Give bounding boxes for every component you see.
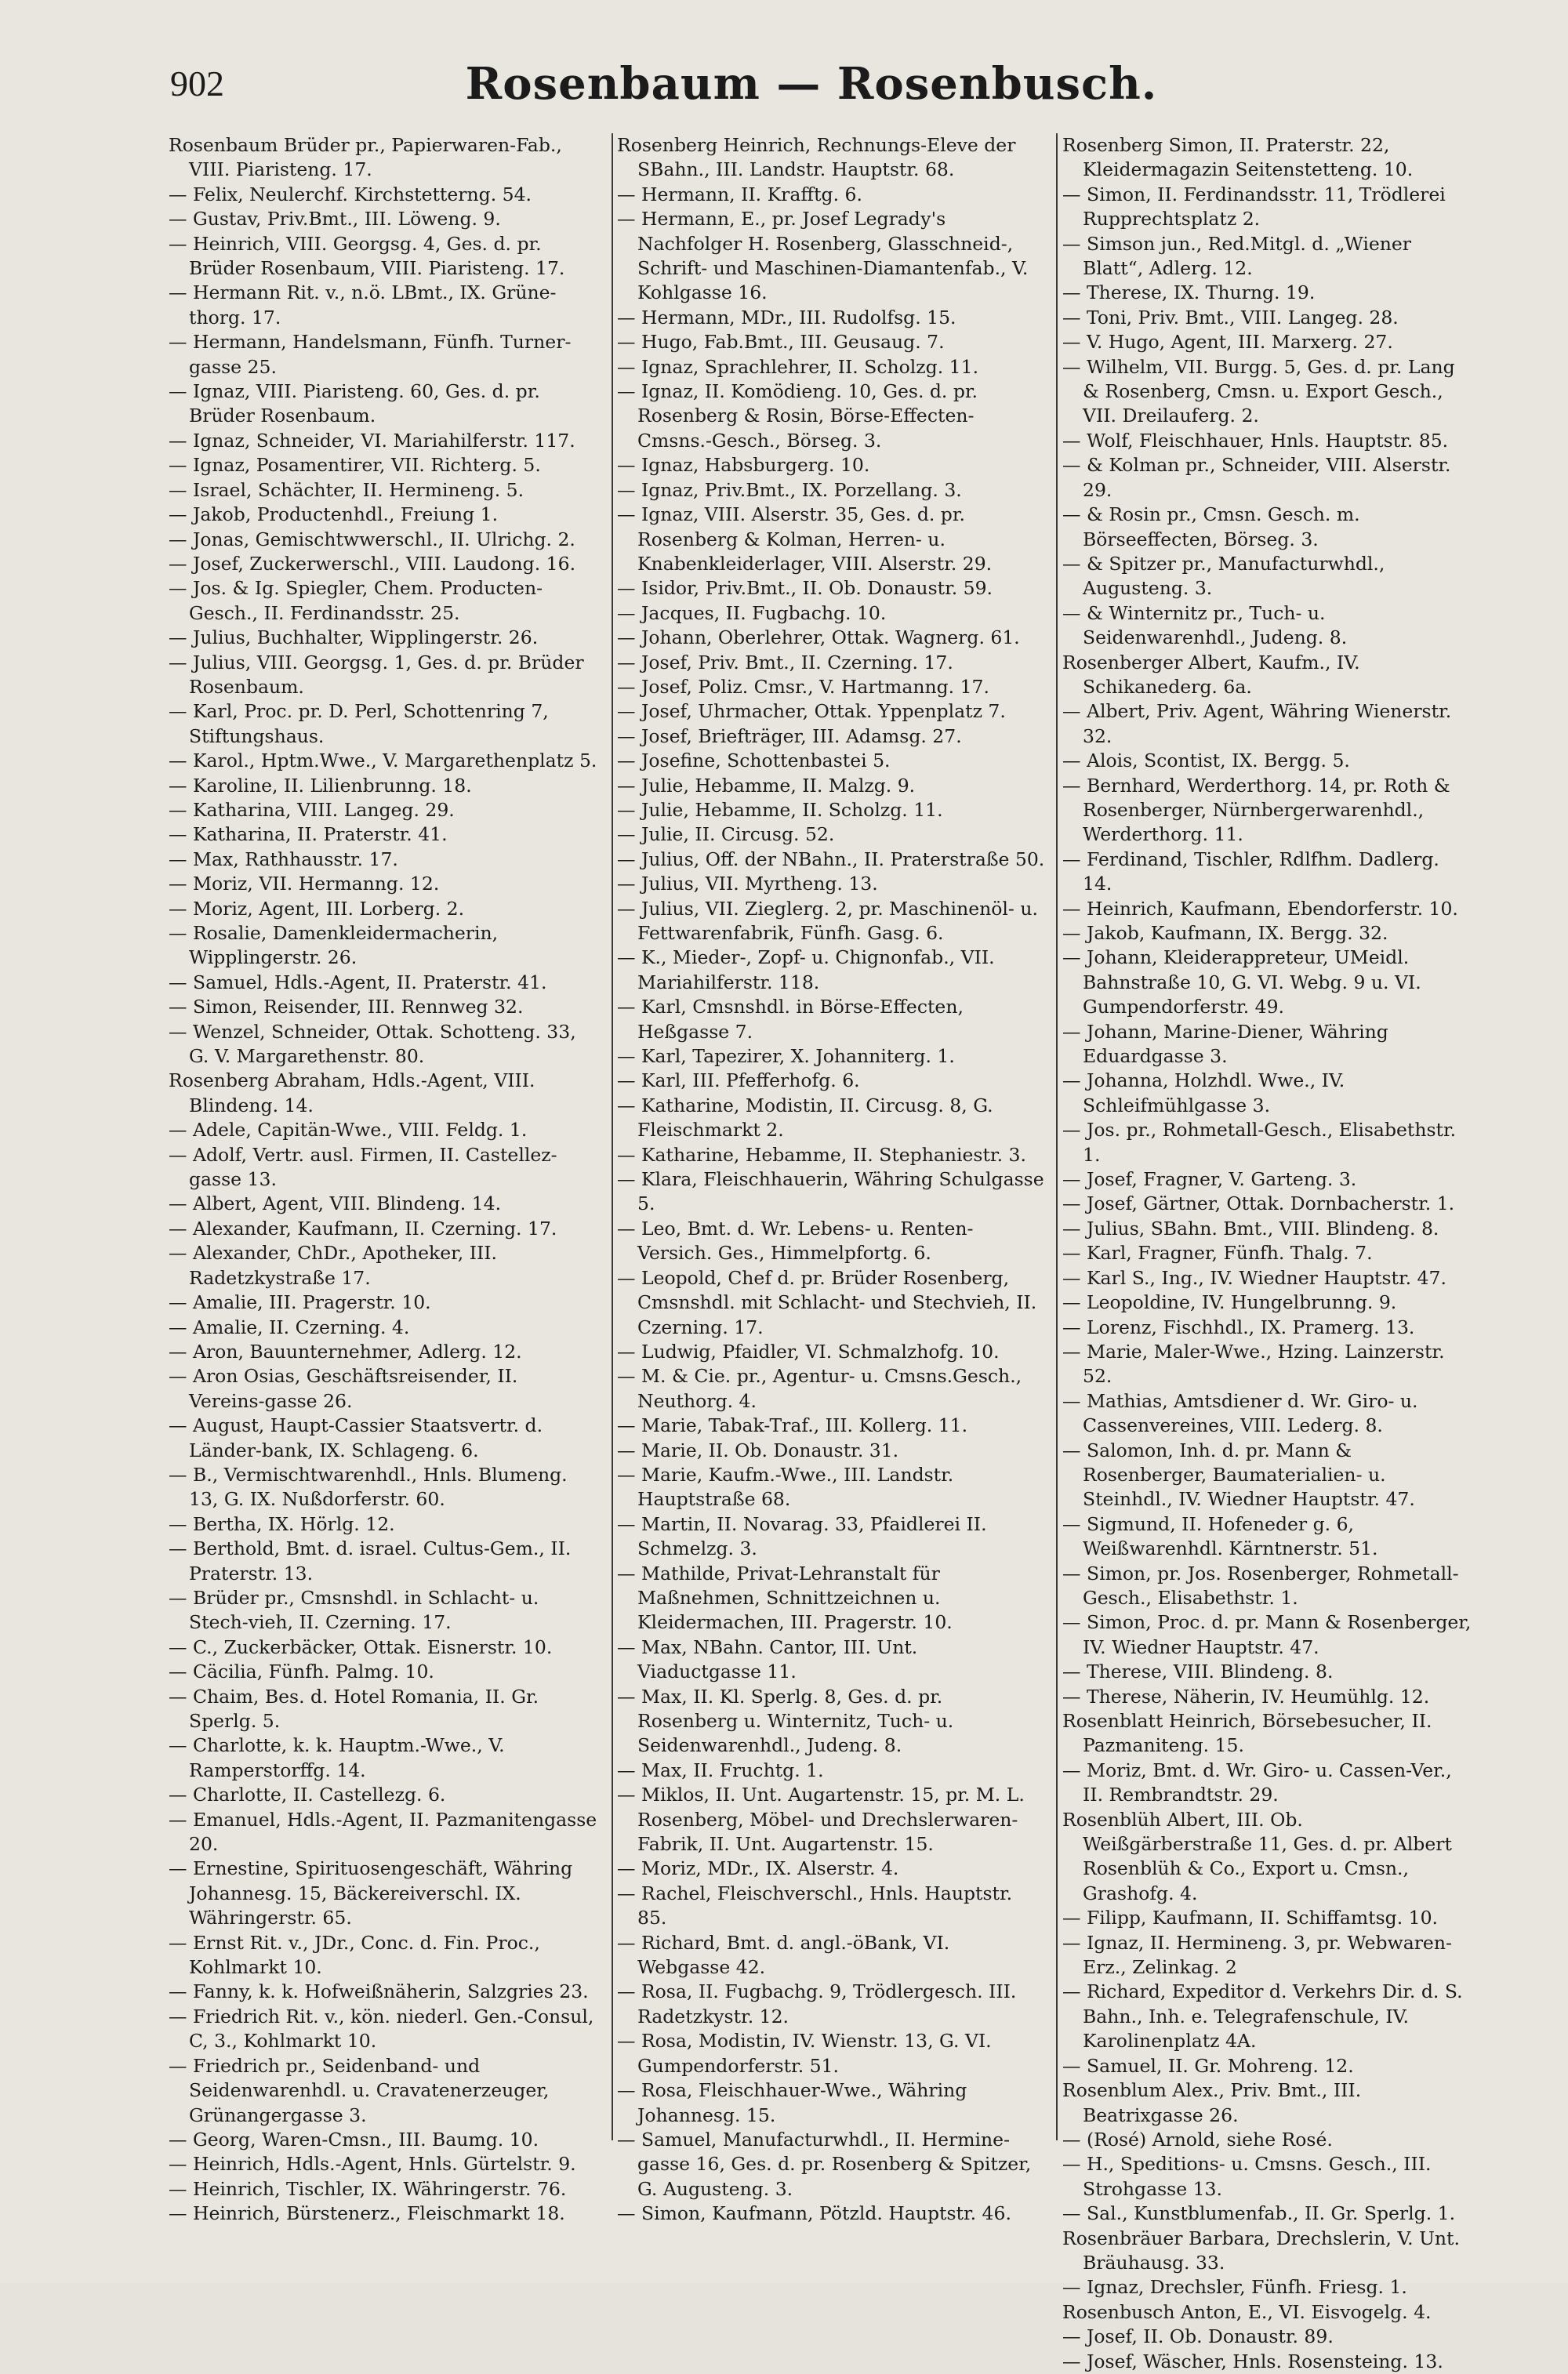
directory-entry: — Ferdinand, Tischler, Rdlfhm. Dadlerg. 14. [1062, 848, 1439, 895]
directory-entry: — Gustav, Priv.Bmt., III. Löweng. 9. [169, 208, 501, 231]
directory-entry: — Julie, II. Circusg. 52. [617, 823, 835, 846]
directory-entry: — Karol., Hptm.Wwe., V. Margarethenplatz 5. [169, 750, 597, 772]
directory-entry: — Therese, VIII. Blindeng. 8. [1062, 1661, 1334, 1683]
directory-entry: — Karoline, II. Lilienbrunng. 18. [169, 774, 472, 797]
directory-entry: — Hermann, II. Krafftg. 6. [617, 183, 862, 205]
directory-entry: — Jakob, Kaufmann, IX. Bergg. 32. [1062, 922, 1388, 944]
directory-entry: — Samuel, Hdls.-Agent, II. Praterstr. 41. [169, 971, 547, 993]
directory-entry: Rosenblum Alex., Priv. Bmt., III. Beatrixgasse 26. [1062, 2079, 1362, 2126]
directory-entry: — Johann, Oberlehrer, Ottak. Wagnerg. 61. [617, 626, 1020, 649]
directory-entry: — Moriz, MDr., IX. Alserstr. 4. [617, 1857, 899, 1880]
directory-entry: — Marie, II. Ob. Donaustr. 31. [617, 1439, 899, 1461]
directory-entry: — Filipp, Kaufmann, II. Schiffamtsg. 10. [1062, 1907, 1439, 1929]
directory-entry: — Jonas, Gemischtwwerschl., II. Ulrichg. 2. [169, 528, 575, 550]
directory-entry: — Aron, Bauunternehmer, Adlerg. 12. [169, 1340, 522, 1363]
directory-entry: Rosenbräuer Barbara, Drechslerin, V. Unt. Bräuhausg. 33. [1062, 2227, 1460, 2274]
directory-entry: — Albert, Agent, VIII. Blindeng. 14. [169, 1192, 502, 1215]
directory-entry: — Felix, Neulerchf. Kirchstetterng. 54. [169, 183, 532, 205]
directory-entry: — Leopold, Chef d. pr. Brüder Rosenberg, Cmsnshdl. mit Schlacht- und Stechvieh, II. Czerning. 17. [617, 1266, 1037, 1338]
directory-entry: — Adele, Capitän-Wwe., VIII. Feldg. 1. [169, 1119, 528, 1142]
directory-entry: — Julius, SBahn. Bmt., VIII. Blindeng. 8. [1062, 1217, 1439, 1240]
directory-entry: — Julius, VII. Zieglerg. 2, pr. Maschinenöl- u. Fettwarenfabrik, Fünfh. Gasg. 6. [617, 897, 1038, 944]
directory-entry: — Adolf, Vertr. ausl. Firmen, II. Castellez-gasse 13. [169, 1143, 557, 1191]
directory-entry: Rosenblatt Heinrich, Börsebesucher, II. Pazmaniteng. 15. [1062, 1710, 1432, 1757]
directory-entry: — & Kolman pr., Schneider, VIII. Alserstr. 29. [1062, 454, 1451, 501]
directory-entry: — Julie, Hebamme, II. Malzg. 9. [617, 774, 916, 797]
directory-entry: — Fanny, k. k. Hofweißnäherin, Salzgries 23. [169, 1980, 589, 2003]
directory-entry: — Heinrich, VIII. Georgsg. 4, Ges. d. pr. Brüder Rosenbaum, VIII. Piaristeng. 17. [169, 232, 565, 280]
directory-entry: — Emanuel, Hdls.-Agent, II. Pazmanitengasse 20. [169, 1808, 597, 1856]
directory-entry: — Toni, Priv. Bmt., VIII. Langeg. 28. [1062, 306, 1399, 329]
directory-entry: — Katharina, VIII. Langeg. 29. [169, 798, 455, 821]
directory-entry: — Ignaz, Drechsler, Fünfh. Friesg. 1. [1062, 2276, 1407, 2299]
directory-entry: — Aron Osias, Geschäftsreisender, II. Vereins-gasse 26. [169, 1365, 518, 1412]
directory-entry: — Heinrich, Kaufmann, Ebendorferstr. 10. [1062, 897, 1458, 920]
directory-entry: — Alois, Scontist, IX. Bergg. 5. [1062, 750, 1350, 772]
directory-entry: — Ignaz, Schneider, VI. Mariahilferstr. 117. [169, 429, 575, 452]
directory-entry: — Julius, VII. Myrtheng. 13. [617, 873, 878, 895]
directory-entry: — Chaim, Bes. d. Hotel Romania, II. Gr. Sperlg. 5. [169, 1685, 539, 1732]
directory-entry: — Heinrich, Bürstenerz., Fleischmarkt 18. [169, 2202, 565, 2225]
directory-entry: — Charlotte, II. Castellezg. 6. [169, 1784, 446, 1806]
directory-entry: — Sigmund, II. Hofeneder g. 6, Weißwarenhdl. Kärntnerstr. 51. [1062, 1512, 1378, 1560]
directory-entry: — Moriz, VII. Hermanng. 12. [169, 873, 440, 895]
directory-columns [169, 133, 1472, 2372]
directory-entry: — Israel, Schächter, II. Hermineng. 5. [169, 478, 524, 501]
directory-entry: — Josefine, Schottenbastei 5. [617, 750, 891, 772]
directory-entry: — Ignaz, Sprachlehrer, II. Scholzg. 11. [617, 355, 979, 378]
directory-entry: — Johann, Marine-Diener, Währing Eduardgasse 3. [1062, 1020, 1388, 1068]
directory-entry: — Leopoldine, IV. Hungelbrunng. 9. [1062, 1291, 1397, 1314]
directory-entry: — K., Mieder-, Zopf- u. Chignonfab., VII. Mariahilferstr. 118. [617, 946, 995, 993]
directory-entry: — Richard, Bmt. d. angl.-öBank, VI. Webgasse 42. [617, 1931, 950, 1979]
directory-entry: — & Rosin pr., Cmsn. Gesch. m. Börseeffecten, Börseg. 3. [1062, 503, 1360, 550]
directory-entry: — Rachel, Fleischverschl., Hnls. Hauptstr. 85. [617, 1882, 1013, 1929]
directory-entry: — Josef, Zuckerwerschl., VIII. Laudong. 16. [169, 552, 576, 575]
directory-entry: — Ignaz, Posamentirer, VII. Richterg. 5. [169, 454, 541, 477]
directory-entry: — Jacques, II. Fugbachg. 10. [617, 601, 887, 624]
directory-entry: — Amalie, III. Pragerstr. 10. [169, 1291, 431, 1314]
directory-entry: — Moriz, Agent, III. Lorberg. 2. [169, 897, 465, 920]
directory-entry: — Rosalie, Damenkleidermacherin, Wipplingerstr. 26. [169, 922, 499, 969]
directory-entry: Rosenberg Simon, II. Praterstr. 22, Kleidermagazin Seitenstetteng. 10. [1062, 134, 1414, 181]
directory-entry: — Mathias, Amtsdiener d. Wr. Giro- u. Cassenvereines, VIII. Lederg. 8. [1062, 1389, 1418, 1437]
directory-entry: — Friedrich Rit. v., kön. niederl. Gen.-Consul, C, 3., Kohlmarkt 10. [169, 2005, 594, 2053]
directory-entry: — V. Hugo, Agent, III. Marxerg. 27. [1062, 331, 1393, 354]
directory-entry: — B., Vermischtwarenhdl., Hnls. Blumeng. 13, G. IX. Nußdorferstr. 60. [169, 1463, 568, 1511]
directory-entry: — Bernhard, Werderthorg. 14, pr. Roth & Rosenberger, Nürnbergerwarenhdl., Werderthorg. 11. [1062, 774, 1450, 846]
directory-entry: — Simon, Kaufmann, Pötzld. Hauptstr. 46. [617, 2202, 1011, 2225]
directory-entry: — Julius, Buchhalter, Wipplingerstr. 26. [169, 626, 539, 649]
directory-entry: — Josef, Gärtner, Ottak. Dornbacherstr. 1. [1062, 1192, 1455, 1215]
directory-entry: — Hermann, MDr., III. Rudolfsg. 15. [617, 306, 956, 329]
directory-entry: — Ludwig, Pfaidler, VI. Schmalzhofg. 10. [617, 1340, 1000, 1363]
directory-entry: — Katharina, II. Praterstr. 41. [169, 823, 448, 846]
directory-entry: Rosenbusch Anton, E., VI. Eisvogelg. 4. [1062, 2300, 1432, 2323]
directory-entry: — Karl S., Ing., IV. Wiedner Hauptstr. 47. [1062, 1266, 1446, 1289]
directory-entry: — Karl, III. Pfefferhofg. 6. [617, 1069, 860, 1092]
directory-entry: — Rosa, Modistin, IV. Wienstr. 13, G. VI. Gumpendorferstr. 51. [617, 2030, 992, 2077]
page-number: 902 [170, 64, 224, 103]
directory-entry: — Simon, pr. Jos. Rosenberger, Rohmetall-Gesch., Elisabethstr. 1. [1062, 1562, 1459, 1609]
directory-entry: — Simon, II. Ferdinandsstr. 11, Trödlerei Rupprechtsplatz 2. [1062, 183, 1446, 231]
directory-entry: — Jos. pr., Rohmetall-Gesch., Elisabethstr. 1. [1062, 1119, 1457, 1166]
directory-entry: Rosenberg Heinrich, Rechnungs-Eleve der SBahn., III. Landstr. Hauptstr. 68. [617, 134, 1016, 181]
directory-entry: — Josef, Uhrmacher, Ottak. Yppenplatz 7. [617, 700, 1006, 723]
directory-entry: — Karl, Proc. pr. D. Perl, Schottenring 7, Stiftungshaus. [169, 700, 549, 747]
column-2 [617, 133, 1047, 2225]
directory-entry: Rosenberger Albert, Kaufm., IV. Schikanederg. 6a. [1062, 651, 1360, 698]
directory-entry: — Richard, Expeditor d. Verkehrs Dir. d. S. Bahn., Inh. e. Telegrafenschule, IV. Karolinenplatz 4A. [1062, 1980, 1463, 2053]
directory-entry: — Alexander, ChDr., Apotheker, III. Radetzkystraße 17. [169, 1242, 498, 1289]
directory-entry: — Katharine, Hebamme, II. Stephaniestr. 3. [617, 1143, 1026, 1166]
directory-entry: — Max, NBahn. Cantor, III. Unt. Viaductgasse 11. [617, 1635, 918, 1683]
directory-entry: — Ernst Rit. v., JDr., Conc. d. Fin. Proc., Kohlmarkt 10. [169, 1931, 540, 1979]
directory-entry: — Cäcilia, Fünfh. Palmg. 10. [169, 1661, 434, 1683]
directory-entry: — Brüder pr., Cmsnshdl. in Schlacht- u. Stech-vieh, II. Czerning. 17. [169, 1586, 539, 1634]
directory-entry: — Moriz, Bmt. d. Wr. Giro- u. Cassen-Ver., II. Rembrandtstr. 29. [1062, 1759, 1452, 1806]
directory-entry: — Samuel, II. Gr. Mohreng. 12. [1062, 2054, 1354, 2077]
directory-entry: — Julius, VIII. Georgsg. 1, Ges. d. pr. Brüder Rosenbaum. [169, 651, 584, 698]
directory-entry: — Josef, Fragner, V. Garteng. 3. [1062, 1168, 1357, 1191]
directory-entry: — Heinrich, Hdls.-Agent, Hnls. Gürtelstr. 9. [169, 2153, 576, 2176]
directory-entry: — Ignaz, VIII. Alserstr. 35, Ges. d. pr. Rosenberg & Kolman, Herren- u. Knabenkleiderlager, VIII. Alserstr. 29. [617, 503, 993, 575]
directory-entry: — Marie, Kaufm.-Wwe., III. Landstr. Hauptstraße 68. [617, 1463, 954, 1511]
directory-entry: Rosenbaum Brüder pr., Papierwaren-Fab., VIII. Piaristeng. 17. [169, 134, 562, 181]
directory-entry: — Hermann, Handelsmann, Fünfh. Turner-gasse 25. [169, 331, 572, 378]
column-3 [1062, 133, 1474, 2372]
directory-entry: — Karl, Fragner, Fünfh. Thalg. 7. [1062, 1242, 1373, 1265]
directory-entry: — Marie, Maler-Wwe., Hzing. Lainzerstr. 52. [1062, 1340, 1445, 1388]
directory-entry: — Ignaz, Priv.Bmt., IX. Porzellang. 3. [617, 478, 962, 501]
directory-entry: — Miklos, II. Unt. Augartenstr. 15, pr. M. L. Rosenberg, Möbel- und Drechslerwaren-Fabrik, II. Unt. Augartenstr. 15. [617, 1784, 1025, 1856]
directory-entry: — Johann, Kleiderappreteur, UMeidl. Bahnstraße 10, G. VI. Webg. 9 u. VI. Gumpendorferstr. 49. [1062, 946, 1421, 1018]
directory-entry: — Julius, Off. der NBahn., II. Praterstraße 50. [617, 848, 1045, 870]
directory-entry: — Therese, Näherin, IV. Heumühlg. 12. [1062, 1685, 1430, 1708]
directory-entry: — Heinrich, Tischler, IX. Währingerstr. 76. [169, 2177, 567, 2200]
directory-entry: — Ignaz, VIII. Piaristeng. 60, Ges. d. pr. Brüder Rosenbaum. [169, 380, 540, 427]
directory-entry: — Johanna, Holzhdl. Wwe., IV. Schleifmühlgasse 3. [1062, 1069, 1345, 1116]
directory-entry: — Marie, Tabak-Traf., III. Kollerg. 11. [617, 1414, 968, 1437]
directory-entry: — Wolf, Fleischhauer, Hnls. Hauptstr. 85. [1062, 429, 1449, 452]
directory-entry: — Karl, Cmsnshdl. in Börse-Effecten, Heßgasse 7. [617, 996, 964, 1043]
directory-entry: — August, Haupt-Cassier Staatsvertr. d. Länder-bank, IX. Schlageng. 6. [169, 1414, 543, 1461]
directory-entry: — M. & Cie. pr., Agentur- u. Cmsns.Gesch., Neuthorg. 4. [617, 1365, 1022, 1412]
directory-entry: — Georg, Waren-Cmsn., III. Baumg. 10. [169, 2128, 539, 2151]
directory-entry: — Salomon, Inh. d. pr. Mann & Rosenberger, Baumaterialien- u. Steinhdl., IV. Wiedner Hauptstr. 47. [1062, 1439, 1415, 1511]
directory-entry: — Albert, Priv. Agent, Währing Wienerstr. 32. [1062, 700, 1452, 747]
directory-entry: Rosenberg Abraham, Hdls.-Agent, VIII. Blindeng. 14. [169, 1069, 535, 1116]
directory-entry: — Therese, IX. Thurng. 19. [1062, 281, 1316, 304]
directory-entry: — Max, II. Kl. Sperlg. 8, Ges. d. pr. Rosenberg u. Winternitz, Tuch- u. Seidenwarenhdl., Judeng. 8. [617, 1685, 954, 1757]
directory-entry: — Simson jun., Red.Mitgl. d. „Wiener Blatt“, Adlerg. 12. [1062, 232, 1412, 280]
directory-entry: — Wilhelm, VII. Burgg. 5, Ges. d. pr. Lang & Rosenberg, Cmsn. u. Export Gesch., VII. Dreilauferg. 2. [1062, 355, 1455, 427]
directory-entry: — Max, Rathhausstr. 17. [169, 848, 398, 870]
directory-entry: — Josef, Wäscher, Hnls. Rosensteing. 13. [1062, 2350, 1443, 2372]
directory-entry: — Rosa, Fleischhauer-Wwe., Währing Johannesg. 15. [617, 2079, 967, 2126]
column-1 [169, 133, 598, 2225]
page-header [161, 49, 1462, 123]
directory-entry: — Karl, Tapezirer, X. Johanniterg. 1. [617, 1045, 955, 1068]
directory-entry: — Bertha, IX. Hörlg. 12. [169, 1512, 395, 1535]
directory-entry: — (Rosé) Arnold, siehe Rosé. [1062, 2128, 1333, 2151]
directory-entry: — Friedrich pr., Seidenband- und Seidenwarenhdl. u. Cravatenerzeuger, Grünangergasse 3. [169, 2054, 550, 2126]
directory-entry: — Ignaz, II. Hermineng. 3, pr. Webwaren-Erz., Zelinkag. 2 [1062, 1931, 1452, 1979]
directory-entry: Rosenblüh Albert, III. Ob. Weißgärberstraße 11, Ges. d. pr. Albert Rosenblüh & Co., Export u. Cmsn., Grashofg. 4. [1062, 1808, 1452, 1904]
directory-entry: — Max, II. Fruchtg. 1. [617, 1759, 824, 1781]
directory-entry: — Katharine, Modistin, II. Circusg. 8, G. Fleischmarkt 2. [617, 1094, 993, 1142]
directory-entry: — Charlotte, k. k. Hauptm.-Wwe., V. Ramperstorffg. 14. [169, 1734, 505, 1781]
directory-entry: — Leo, Bmt. d. Wr. Lebens- u. Renten-Versich. Ges., Himmelpfortg. 6. [617, 1217, 974, 1265]
directory-entry: — Wenzel, Schneider, Ottak. Schotteng. 33, G. V. Margarethenstr. 80. [169, 1020, 576, 1068]
directory-entry: — Jakob, Productenhdl., Freiung 1. [169, 503, 499, 526]
directory-entry: — Lorenz, Fischhdl., IX. Pramerg. 13. [1062, 1316, 1415, 1338]
directory-entry: — Jos. & Ig. Spiegler, Chem. Producten-Gesch., II. Ferdinandsstr. 25. [169, 577, 543, 624]
directory-entry: — Simon, Proc. d. pr. Mann & Rosenberger, IV. Wiedner Hauptstr. 47. [1062, 1611, 1472, 1658]
directory-entry: — H., Speditions- u. Cmsns. Gesch., III. Strohgasse 13. [1062, 2153, 1432, 2200]
directory-entry: — Amalie, II. Czerning. 4. [169, 1316, 410, 1338]
directory-entry: — & Winternitz pr., Tuch- u. Seidenwarenhdl., Judeng. 8. [1062, 601, 1348, 649]
directory-entry: — Martin, II. Novarag. 33, Pfaidlerei II. Schmelzg. 3. [617, 1512, 987, 1560]
directory-entry: — Ignaz, II. Komödieng. 10, Ges. d. pr. Rosenberg & Rosin, Börse-Effecten-Cmsns.-Gesch., Börseg. 3. [617, 380, 978, 452]
directory-entry: — Josef, Priv. Bmt., II. Czerning. 17. [617, 651, 953, 673]
directory-entry: — Julie, Hebamme, II. Scholzg. 11. [617, 798, 943, 821]
directory-entry: — Klara, Fleischhauerin, Währing Schulgasse 5. [617, 1168, 1044, 1215]
directory-entry: — C., Zuckerbäcker, Ottak. Eisnerstr. 10. [169, 1635, 553, 1658]
directory-entry: — Ignaz, Habsburgerg. 10. [617, 454, 870, 477]
directory-entry: — Hermann, E., pr. Josef Legradу's Nachfolger H. Rosenberg, Glasschneid-, Schrift- und Maschinen-Diamantenfab., V. Kohlgasse 16. [617, 208, 1029, 304]
directory-entry: — Josef, Briefträger, III. Adamsg. 27. [617, 724, 962, 747]
directory-entry: — Rosa, II. Fugbachg. 9, Trödlergesch. III. Radetzkystr. 12. [617, 1980, 1017, 2027]
directory-entry: — Samuel, Manufacturwhdl., II. Hermine-gasse 16, Ges. d. pr. Rosenberg & Spitzer, G. Augusteng. 3. [617, 2128, 1032, 2200]
directory-entry: — Josef, Poliz. Cmsr., V. Hartmanng. 17. [617, 675, 989, 698]
directory-entry: — Simon, Reisender, III. Rennweg 32. [169, 996, 524, 1018]
directory-entry: — Ernestine, Spirituosengeschäft, Währing Johannesg. 15, Bäckereiverschl. IX. Währingerstr. 65. [169, 1857, 573, 1929]
directory-entry: — Hermann Rit. v., n.ö. LBmt., IX. Grüne-thorg. 17. [169, 281, 557, 329]
directory-entry: — Sal., Kunstblumenfab., II. Gr. Sperlg. 1. [1062, 2202, 1456, 2225]
directory-entry: — Hugo, Fab.Bmt., III. Geusaug. 7. [617, 331, 945, 354]
directory-entry: — Berthold, Bmt. d. israel. Cultus-Gem., II. Praterstr. 13. [169, 1537, 572, 1584]
directory-entry: — Alexander, Kaufmann, II. Czerning. 17. [169, 1217, 557, 1240]
page-title: Rosenbaum — Rosenbusch. [465, 58, 1158, 110]
directory-entry: — Isidor, Priv.Bmt., II. Ob. Donaustr. 59. [617, 577, 993, 600]
directory-entry: — Mathilde, Privat-Lehranstalt für Maßnehmen, Schnittzeichnen u. Kleidermachen, III. Pragerstr. 10. [617, 1562, 953, 1634]
directory-entry: — Josef, II. Ob. Donaustr. 89. [1062, 2325, 1334, 2348]
directory-entry: — & Spitzer pr., Manufacturwhdl., Augusteng. 3. [1062, 552, 1385, 600]
